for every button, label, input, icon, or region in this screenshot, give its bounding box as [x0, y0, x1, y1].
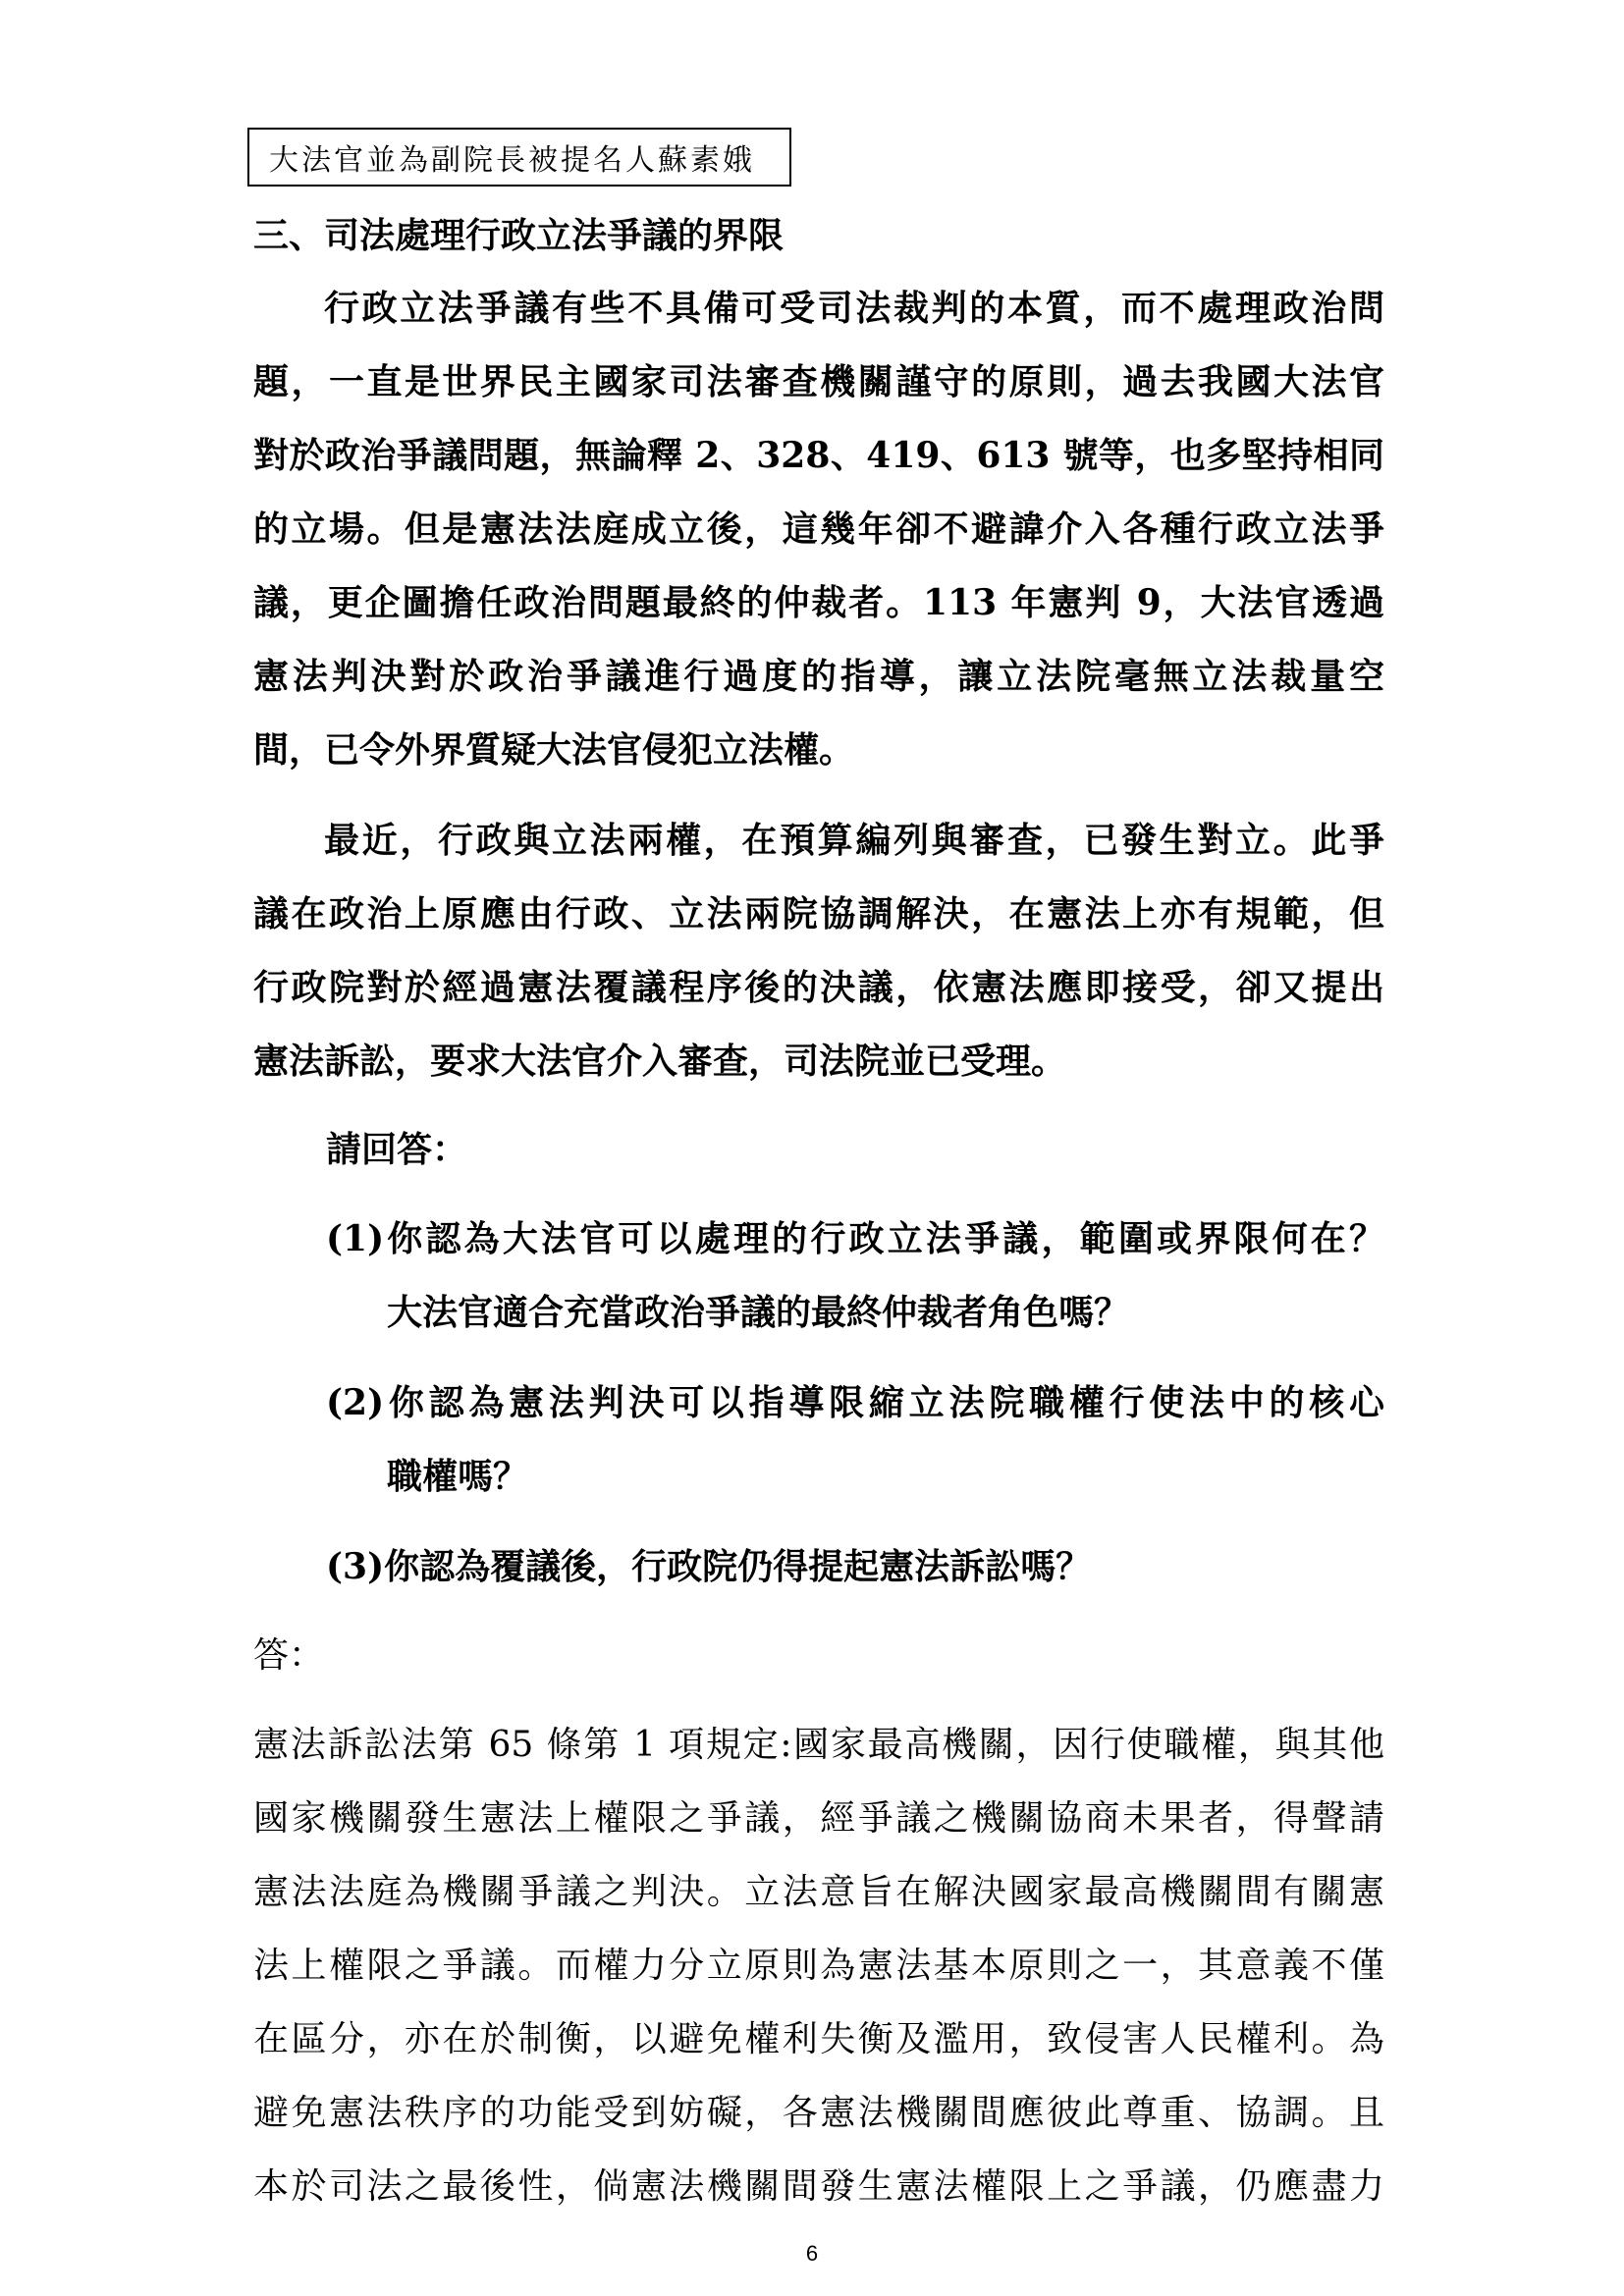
question-2-line-2: 職權嗎？ [387, 1456, 529, 1497]
answer-line: 在區分，亦在於制衡，以避免權利失衡及濫用，致侵害人民權利。為 [253, 2019, 1384, 2059]
paragraph1-line: 議，更企圖擔任政治問題最終的仲裁者。113 年憲判 9，大法官透過 [253, 582, 1384, 623]
answer-line: 憲法訴訟法第 65 條第 1 項規定:國家最高機關，因行使職權，與其他 [253, 1725, 1384, 1765]
answer-label: 答： [253, 1635, 325, 1676]
paragraph1-line: 對於政治爭議問題，無論釋 2、328、419、613 號等，也多堅持相同 [253, 435, 1384, 476]
nominee-label-box [247, 128, 791, 187]
paragraph2-line: 行政院對於經過憲法覆議程序後的決議，依憲法應即接受，卻又提出 [253, 967, 1384, 1008]
paragraph2-line: 最近，行政與立法兩權，在預算編列與審查，已發生對立。此爭 [324, 820, 1384, 861]
paragraph2-line: 議在政治上原應由行政、立法兩院協調解決，在憲法上亦有規範，但 [253, 893, 1384, 934]
question-1-line-2: 大法官適合充當政治爭議的最終仲裁者角色嗎？ [387, 1292, 1130, 1333]
question-1-line-1: (1)你認為大法官可以處理的行政立法爭議，範圍或界限何在？ [326, 1218, 1384, 1259]
question-prompt: 請回答： [326, 1129, 468, 1170]
paragraph2-line: 憲法訴訟，要求大法官介入審查，司法院並已受理。 [253, 1041, 1067, 1082]
answer-line: 國家機關發生憲法上權限之爭議，經爭議之機關協商未果者，得聲請 [253, 1798, 1384, 1839]
paragraph1-line: 間，已令外界質疑大法官侵犯立法權。 [253, 729, 855, 771]
section-heading: 三、司法處理行政立法爭議的界限 [253, 215, 785, 256]
answer-line: 法上權限之爭議。而權力分立原則為憲法基本原則之一，其意義不僅 [253, 1946, 1384, 1986]
question-2-line-1: (2)你認為憲法判決可以指導限縮立法院職權行使法中的核心 [326, 1382, 1384, 1423]
page-number: 6 [805, 2241, 819, 2266]
answer-line: 避免憲法秩序的功能受到妨礙，各憲法機關間應彼此尊重、協調。且 [253, 2093, 1384, 2133]
question-3-line-1: (3)你認為覆議後，行政院仍得提起憲法訴訟嗎？ [326, 1546, 1092, 1587]
paragraph1-line: 憲法判決對於政治爭議進行過度的指導，讓立法院毫無立法裁量空 [253, 656, 1384, 697]
answer-line: 憲法法庭為機關爭議之判決。立法意旨在解決國家最高機關間有關憲 [253, 1872, 1384, 1912]
paragraph1-line: 行政立法爭議有些不具備可受司法裁判的本質，而不處理政治問 [324, 288, 1384, 329]
paragraph1-line: 的立場。但是憲法法庭成立後，這幾年卻不避諱介入各種行政立法爭 [253, 508, 1384, 550]
answer-line: 本於司法之最後性，倘憲法機關間發生憲法權限上之爭議，仍應盡力 [253, 2166, 1384, 2207]
paragraph1-line: 題，一直是世界民主國家司法審查機關謹守的原則，過去我國大法官 [253, 361, 1384, 402]
nominee-label: 大法官並為副院長被提名人蘇素娥 [269, 143, 755, 178]
